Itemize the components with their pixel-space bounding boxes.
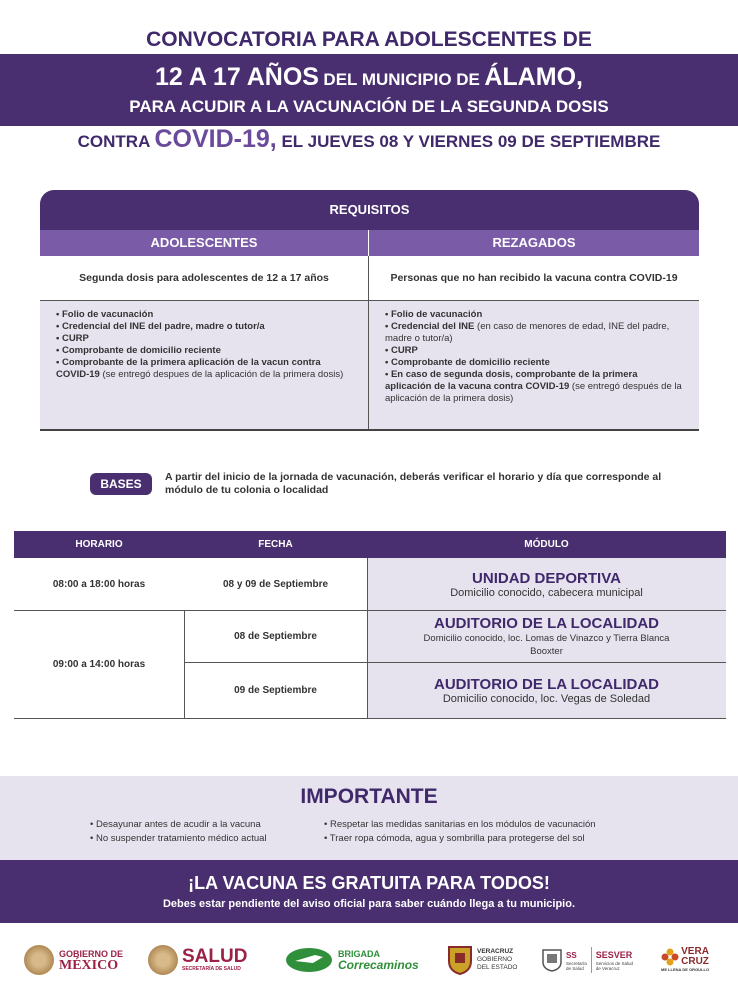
covid-label: COVID-19, xyxy=(154,125,277,153)
divider xyxy=(367,558,368,718)
adolescentes-list xyxy=(40,301,368,429)
row2-modulo xyxy=(367,611,726,662)
dates-label: EL JUEVES 08 Y VIERNES 09 DE SEPTIEMBRE xyxy=(281,132,661,151)
header-line-2 xyxy=(0,63,738,92)
logo-text: SESVER xyxy=(595,949,633,960)
logo-text: ME LLENA DE ORGULLO xyxy=(661,967,710,972)
divider xyxy=(14,718,726,719)
municipality-name: ÁLAMO, xyxy=(484,63,583,91)
row3-modulo xyxy=(367,663,726,718)
divider xyxy=(184,611,185,718)
header-band xyxy=(0,54,738,126)
age-range: 12 A 17 AÑOS xyxy=(155,63,319,91)
logos-row xyxy=(0,930,738,990)
logo-text: Secretaría xyxy=(566,960,587,966)
header-line-4 xyxy=(0,125,738,154)
footer-title: ¡LA VACUNA ES GRATUITA PARA TODOS! xyxy=(188,873,550,893)
logo-text: de Salud xyxy=(566,965,584,971)
list-item: • No suspender tratamiento médico actual xyxy=(90,833,267,844)
salud-seal-icon xyxy=(148,945,178,975)
logo-salud xyxy=(148,930,247,990)
logo-text: MÉXICO xyxy=(59,958,119,973)
schedule-table xyxy=(14,531,726,719)
logo-ss-sesver xyxy=(541,930,633,990)
header-line-3: PARA ACUDIR A LA VACUNACIÓN DE LA SEGUNDA DOSIS xyxy=(129,97,609,116)
flower-icon xyxy=(661,948,679,966)
list-item: • Desayunar antes de acudir a la vacuna xyxy=(90,819,261,830)
logo-text: de Veracruz xyxy=(595,965,620,971)
logo-gobierno-mexico xyxy=(24,930,123,990)
header-modulo: MÓDULO xyxy=(367,531,726,558)
module-name: AUDITORIO DE LA LOCALIDAD xyxy=(434,615,659,632)
bases-badge: BASES xyxy=(90,473,152,495)
requisitos-title: REQUISITOS xyxy=(40,190,699,230)
logo-brigada xyxy=(285,930,419,990)
logo-veracruz xyxy=(447,930,517,990)
list-item: • Folio de vacunación xyxy=(56,309,154,320)
divider xyxy=(184,662,726,663)
list-item: • Credencial del INE del padre, madre o tutor/a xyxy=(56,321,265,332)
logo-text: Servicios de Salud xyxy=(595,960,634,966)
module-address: Domicilio conocido, loc. Lomas de Vinazco y Tierra Blanca Booxter xyxy=(423,633,670,657)
logo-veracruz-orgullo xyxy=(661,930,709,990)
roadrunner-icon xyxy=(285,947,333,973)
contra-label: CONTRA xyxy=(77,132,150,151)
list-item: • En caso de segunda dosis, comprobante de la primera aplicación de la vacuna contra COVID-19 (se entregó después de la aplicación de la primera dosis) xyxy=(385,369,682,404)
module-address: Domicilio conocido, loc. Vegas de Soledad xyxy=(442,693,651,705)
list-item: • Folio de vacunación xyxy=(385,309,483,320)
logo-text: VERA xyxy=(681,946,709,957)
bases-text: A partir del inicio de la jornada de vacunación, deberás verificar el horario y día que corresponde al módulo de tu colonia o localidad xyxy=(165,471,662,496)
header-horario: HORARIO xyxy=(14,531,184,558)
list-item: • Respetar las medidas sanitarias en los módulos de vacunación xyxy=(324,819,596,830)
footer-band xyxy=(0,860,738,923)
adolescentes-desc: Segunda dosis para adolescentes de 12 a 17 años xyxy=(40,256,368,300)
municipality-label: DEL MUNICIPIO DE xyxy=(323,70,480,89)
veracruz-shield-icon xyxy=(447,945,473,975)
list-item: • Comprobante de la primera aplicación de la vacun contra COVID-19 (se entregó despues de la aplicación de la primera dosis) xyxy=(56,357,344,380)
list-item: • Comprobante de domicilio reciente xyxy=(385,357,550,368)
importante-title: IMPORTANTE xyxy=(300,785,438,808)
logo-text: Correcaminos xyxy=(338,958,419,972)
header-fecha: FECHA xyxy=(184,531,367,558)
list-item: • Comprobante de domicilio reciente xyxy=(56,345,221,356)
divider xyxy=(14,610,726,611)
ss-shield-icon xyxy=(541,948,563,972)
module-name: UNIDAD DEPORTIVA xyxy=(472,569,621,587)
row2-horario: 09:00 a 14:00 horas xyxy=(52,659,146,670)
list-item: • CURP xyxy=(385,345,418,356)
logo-divider xyxy=(591,947,592,973)
list-item: • CURP xyxy=(56,333,89,344)
logo-text: SECRETARÍA DE SALUD xyxy=(182,965,241,972)
footer-subtitle: Debes estar pendiente del aviso oficial para saber cuándo llega a tu municipio. xyxy=(162,898,575,910)
logo-text: SS xyxy=(566,950,577,960)
rezagados-list xyxy=(369,301,699,429)
logo-text: SALUD xyxy=(182,945,248,967)
importante-right-list xyxy=(324,818,596,846)
logo-text: BRIGADA xyxy=(338,949,380,959)
row2-fecha: 08 de Septiembre xyxy=(234,631,317,642)
logo-text: DEL ESTADO xyxy=(477,964,518,971)
importante-section xyxy=(0,776,738,860)
mexico-seal-icon xyxy=(24,945,54,975)
logo-text: VERACRUZ xyxy=(477,948,514,955)
row1-modulo xyxy=(367,558,726,610)
row1-fecha: 08 y 09 de Septiembre xyxy=(222,578,329,590)
col-adolescentes: ADOLESCENTES xyxy=(40,230,368,256)
logo-text: GOBIERNO xyxy=(477,956,513,963)
header-line-1: CONVOCATORIA PARA ADOLESCENTES DE xyxy=(146,28,592,51)
module-name: AUDITORIO DE LA LOCALIDAD xyxy=(434,676,659,693)
requisitos-table xyxy=(40,190,699,440)
module-address: Domicilio conocido, cabecera municipal xyxy=(450,586,643,599)
importante-left-list xyxy=(90,818,267,846)
row1-horario: 08:00 a 18:00 horas xyxy=(52,578,146,590)
list-item: • Traer ropa cómoda, agua y sombrilla para protegerse del sol xyxy=(324,833,585,844)
list-item: • Credencial del INE (en caso de menores de edad, INE del padre, madre o tutor/a) xyxy=(385,321,670,344)
rezagados-desc: Personas que no han recibido la vacuna contra COVID-19 xyxy=(369,256,699,300)
logo-text: GOBIERNO DE xyxy=(59,949,124,959)
col-rezagados: REZAGADOS xyxy=(369,230,699,256)
logo-text: CRUZ xyxy=(681,956,709,967)
bottom-border xyxy=(40,429,699,431)
row3-fecha: 09 de Septiembre xyxy=(234,685,317,696)
column-divider xyxy=(368,256,369,429)
